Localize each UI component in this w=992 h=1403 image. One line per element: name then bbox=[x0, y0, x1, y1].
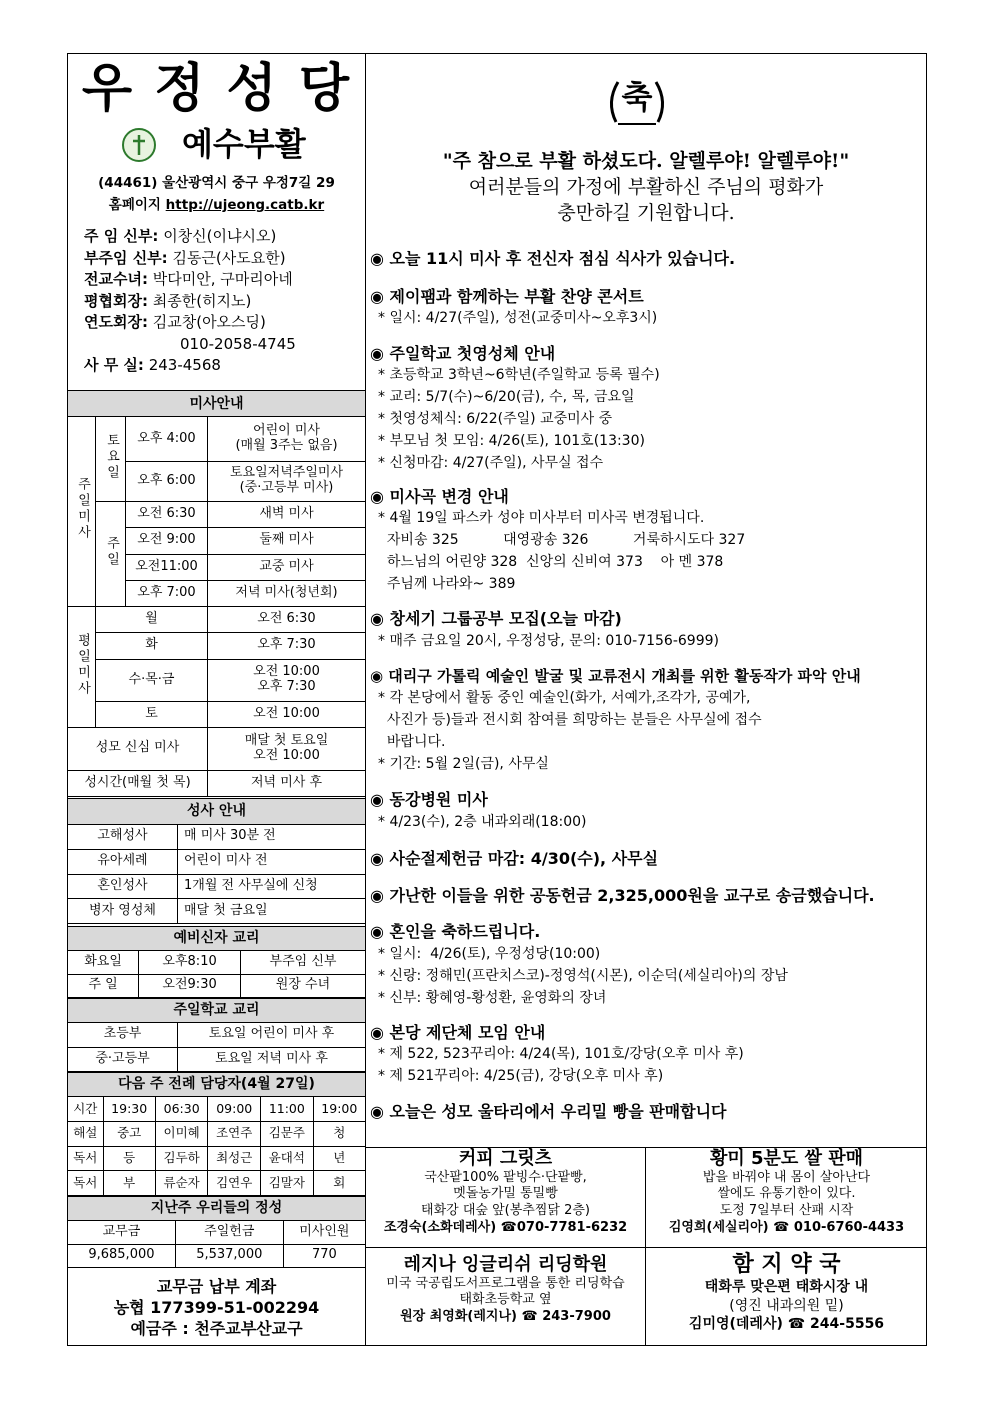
staff-row: 부주임 신부: 김동근(사도요한) bbox=[84, 248, 286, 267]
notice-title: ◉ 대리구 가톨릭 예술인 발굴 및 교류전시 개최를 위한 활동작가 파악 안내 bbox=[370, 667, 861, 685]
ad-hamji-pharmacy: 함 지 약 국 태화루 맞은편 태화시장 내 (영진 내과의원 밑) 김미영(데레사) ☎ 244-5556 bbox=[646, 1247, 927, 1346]
liturgy-duty-table: 다음 주 전례 담당자(4월 27일) 시간 19:30 06:30 09:00 11:00 19:00 해설 중고 이미혜 조연주 김문주 청 독서 등 김두하 최성근 윤대석 년 독서 부 류순자 김연우 김말자 회 bbox=[67, 1072, 366, 1196]
parish-title: 우 정 성 당 bbox=[81, 59, 352, 119]
staff-row: 전교수녀: 박다미안, 구마리아네 bbox=[84, 270, 293, 288]
staff-row: 평협회장: 최종한(히지노) bbox=[84, 291, 252, 310]
sunday-mass-label: 주일미사 bbox=[74, 477, 90, 542]
weekday-mass-label: 평일미사 bbox=[74, 632, 90, 697]
notice-title: ◉ 창세기 그룹공부 모집(오늘 마감) bbox=[370, 609, 622, 628]
catechumen-table: 예비신자 교리 화요일 오후8:10 부주임 신부 주 일 오전9:30 원장 수녀 bbox=[67, 926, 366, 998]
notice-title: ◉ 오늘 11시 미사 후 전신자 점심 식사가 있습니다. bbox=[370, 249, 736, 268]
notice-title: ◉ 본당 제단체 모임 안내 bbox=[370, 1023, 546, 1042]
homepage-label: 홈페이지 bbox=[108, 197, 161, 213]
notice-title: ◉ 혼인을 축하드립니다. bbox=[370, 922, 541, 941]
address: (44461) 울산광역시 중구 우정7길 29 bbox=[98, 175, 335, 191]
homepage-link[interactable]: http://ujeong.catb.kr bbox=[165, 197, 325, 213]
celebration-mark: 축 bbox=[621, 78, 653, 116]
bank-holder: 예금주 : 천주교부산교구 bbox=[130, 1319, 303, 1338]
notice-title: ◉ 동강병원 미사 bbox=[370, 790, 488, 809]
mass-time: 오후 6:00 bbox=[126, 461, 208, 501]
homepage bbox=[67, 198, 366, 214]
notice-title: ◉ 미사곡 변경 안내 bbox=[370, 487, 509, 506]
staff-row: 연도회장: 김교창(아오스딩) bbox=[84, 313, 266, 331]
notice-title: ◉ 주일학교 첫영성체 안내 bbox=[370, 344, 556, 363]
notice-title: ◉ 가난한 이들을 위한 공동헌금 2,325,000원을 교구로 송금했습니다. bbox=[370, 886, 875, 905]
staff-row: 010-2058-4745 bbox=[180, 334, 296, 353]
mass-table: 미사안내 주일미사 토요일 오후 4:00 어린이 미사 (매월 3주는 없음) 오후 6:00 토요일저녁주일미사 (중·고등부 미사) 주일 오전 6:30 새벽 미사 오전 9:00 둘째 미사 오전11:00 교중 미사 오후 7:00 저녁 미사(청년회) 평일미사 월 오전 6:30 화 오후 7:30 수·목·금 오전 10:00 오후 7:30 토 오전 10:00 성모 신심 미사 매달 첫 토요일 오전 10:00 성시간(매월 첫 목) 저녁 미사 후 bbox=[67, 390, 366, 797]
notice-title: ◉ 사순절제헌금 마감: 4/30(수), 사무실 bbox=[370, 849, 659, 868]
sacrament-table: 성사 안내 고해성사 매 미사 30분 전 유아세례 어린이 미사 전 혼인성사 1개월 전 사무실에 신청 병자 영성체 매달 첫 금요일 bbox=[67, 798, 366, 924]
ad-coffee-grits: 커피 그릿츠 국산팥100% 팥빙수·단팥빵, 멧돌농가밀 통밀빵 태화강 대숲 앞(봉추찜닭 2층) 조경숙(소화데레사) ☎070-7781-6232 bbox=[366, 1147, 646, 1247]
staff-list bbox=[84, 226, 296, 377]
saturday-label: 토요일 bbox=[103, 432, 119, 481]
mass-title: 미사안내 bbox=[68, 391, 366, 417]
bank-title: 교무금 납부 계좌 bbox=[156, 1277, 277, 1296]
easter-greeting: "주 참으로 부활 하셨도다. 알렐루야! 알렐루야!" 여러분들의 가정에 부활하신 주님의 평화가 충만하길 기원합니다. bbox=[442, 150, 850, 224]
notice-title: ◉ 오늘은 성모 울타리에서 우리밀 빵을 판매합니다 bbox=[370, 1102, 727, 1121]
sunday-label: 주일 bbox=[103, 535, 119, 568]
bank-account-number: 농협 177399-51-002294 bbox=[113, 1298, 320, 1317]
notice-title: ◉ 제이팸과 함께하는 부활 찬양 콘서트 bbox=[370, 287, 644, 306]
easter-subtitle: 예수부활 bbox=[182, 125, 306, 163]
mass-time: 오후 4:00 bbox=[126, 417, 208, 461]
offering-table: 지난주 우리들의 정성 교무금 주일헌금 미사인원 9,685,000 5,537,000 770 bbox=[67, 1196, 366, 1268]
ad-regina-english: 레지나 잉글리쉬 리딩학원 미국 국공립도서프로그램을 통한 리딩학습 태화초등학교 옆 원장 최영화(레지나) ☎ 243-7900 bbox=[366, 1247, 646, 1346]
bank-account-box bbox=[67, 1276, 366, 1339]
ad-rice-sale: 황미 5분도 쌀 판매 밥을 바꿔야 내 몸이 살아난다 쌀에도 유통기한이 있다. 도정 7일부터 산패 시작 김영희(세실리아) ☎ 010-6760-4433 bbox=[646, 1147, 927, 1247]
staff-row: 주 임 신부: 이창신(이냐시오) bbox=[84, 227, 277, 245]
staff-row: 사 무 실: 243-4568 bbox=[84, 356, 221, 374]
parish-logo-icon bbox=[122, 128, 156, 162]
sunday-school-table: 주일학교 교리 초등부 토요일 어린이 미사 후 중·고등부 토요일 저녁 미사 후 bbox=[67, 998, 366, 1072]
